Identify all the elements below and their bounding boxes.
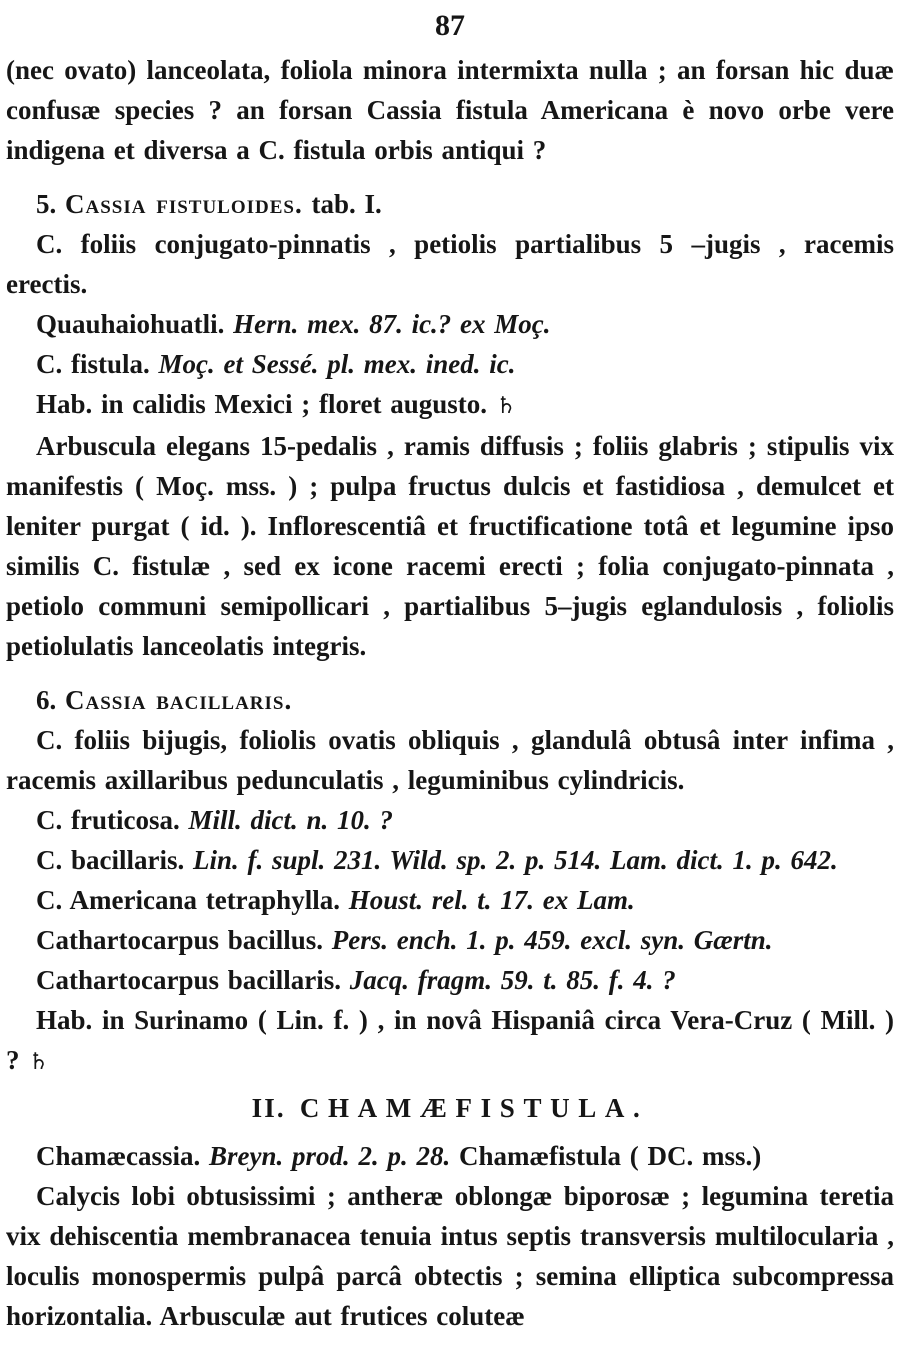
- synonym-reference: Moç. et Sessé. pl. mex. ined. ic.: [158, 349, 516, 379]
- synonym-line: [6, 304, 894, 344]
- woody-plant-icon: ♄: [28, 1049, 49, 1075]
- synonym-name: Cathartocarpus bacillus.: [36, 925, 324, 955]
- species-5-habitat: [6, 384, 894, 426]
- synonym-line: [6, 880, 894, 920]
- synonym-reference: Lin. f. supl. 231. Wild. sp. 2. p. 514. Lam. dict. 1. p. 642.: [193, 845, 838, 875]
- synonym-name: C. Americana tetraphylla.: [36, 885, 340, 915]
- species-5-number: 5.: [36, 189, 57, 219]
- page-number: 87: [435, 9, 465, 42]
- genus-2-description: Calycis lobi obtusissimi ; antheræ oblongæ biporosæ ; legumina teretia vix dehiscentia membranacea tenuia intus septis transversis multilocularia , loculis monospermis pulpâ parcâ obtectis ; semina elliptica subcompressa horizontalia. Arbusculæ aut frutices coluteæ: [6, 1181, 894, 1331]
- synonym-reference: Houst. rel. t. 17. ex Lam.: [348, 885, 635, 915]
- species-6-name: Cassia bacillaris.: [65, 685, 293, 715]
- species-5-name: Cassia fistuloides.: [65, 189, 303, 219]
- intro-paragraph: (nec ovato) lanceolata, foliola minora intermixta nulla ; an forsan hic duæ confusæ species ? an forsan Cassia fistula Americana è novo orbe vere indigena et diversa a C. fistula orbis antiqui ?: [6, 55, 894, 165]
- synonym-name: Quauhaiohuatli.: [36, 309, 225, 339]
- synonym-line: [6, 920, 894, 960]
- genus-2-name: CHAMÆFISTULA.: [299, 1093, 649, 1123]
- synonym-line: [6, 344, 894, 384]
- synonym-reference: Jacq. fragm. 59. t. 85. f. 4. ?: [349, 965, 676, 995]
- species-6-number: 6.: [36, 685, 57, 715]
- genus-2-synonym: [6, 1136, 894, 1176]
- species-5-description: Arbuscula elegans 15-pedalis , ramis diffusis ; foliis glabris ; stipulis vix manifestis ( Moç. mss. ) ; pulpa fructus dulcis et fastidiosa , demulcet et leniter purgat ( id. ). Inflorescentiâ et fructificatione totâ et legumine ipso similis C. fistulæ , sed ex icone racemi erecti ; folia conjugato-pinnata , petiolo communi semipollicari , partialibus 5–jugis eglandulosis , foliolis petiolulatis lanceolatis integris.: [6, 431, 894, 661]
- species-5-diagnosis: C. foliis conjugato-pinnatis , petiolis partialibus 5 –jugis , racemis erectis.: [6, 229, 894, 299]
- habitat-text: Hab. in Surinamo ( Lin. f. ) , in novâ Hispaniâ circa Vera-Cruz ( Mill. ) ?: [6, 1005, 894, 1075]
- synonym-name: C. fistula.: [36, 349, 150, 379]
- species-5-heading: [6, 184, 894, 224]
- synonym-reference: Hern. mex. 87. ic.? ex Moç.: [233, 309, 551, 339]
- habitat-text: Hab. in calidis Mexici ; floret augusto.: [36, 389, 487, 419]
- synonym-line: [6, 800, 894, 840]
- synonym-name: Chamæcassia.: [36, 1141, 201, 1171]
- species-6-diagnosis: C. foliis bijugis, foliolis ovatis obliquis , glandulâ obtusâ inter infima , racemis axillaribus pedunculatis , leguminibus cylindricis.: [6, 725, 894, 795]
- species-6-habitat: [6, 1000, 894, 1082]
- synonym-line: [6, 840, 894, 880]
- synonym-reference: Mill. dict. n. 10. ?: [188, 805, 393, 835]
- synonym-reference: Breyn. prod. 2. p. 28.: [209, 1141, 451, 1171]
- species-5-table-ref: tab. I.: [311, 189, 382, 219]
- genus-2-number: II.: [251, 1093, 286, 1123]
- synonym-name: Cathartocarpus bacillaris.: [36, 965, 341, 995]
- species-6-heading: [6, 680, 894, 720]
- synonym-name: C. bacillaris.: [36, 845, 185, 875]
- synonym-name: C. fruticosa.: [36, 805, 180, 835]
- genus-2-heading: [6, 1088, 894, 1128]
- synonym-reference: Pers. ench. 1. p. 459. excl. syn. Gærtn.: [331, 925, 773, 955]
- synonym-line: [6, 960, 894, 1000]
- woody-plant-icon: ♄: [495, 393, 517, 419]
- synonym-tail: Chamæfistula ( DC. mss.): [459, 1141, 762, 1171]
